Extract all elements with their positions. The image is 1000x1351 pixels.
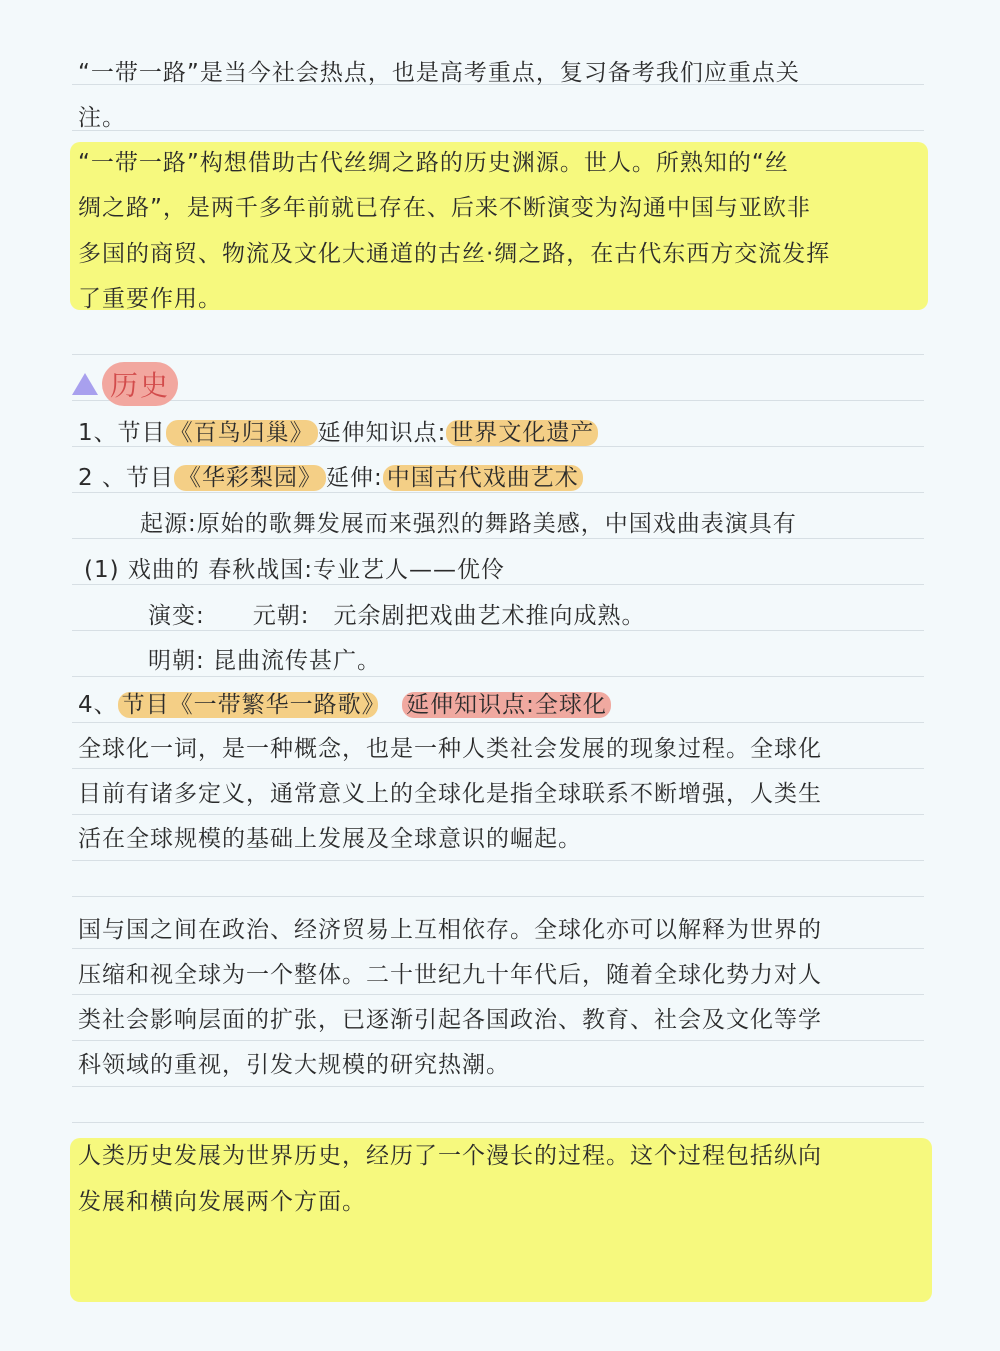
rule-line — [72, 676, 924, 677]
origin-line: 起源:原始的歌舞发展而来强烈的舞路美感，中国戏曲表演具有 — [140, 511, 797, 537]
silk-road-line: “一带一路”构想借助古代丝绸之路的历史渊源。世人。所熟知的“丝 — [78, 150, 789, 176]
rule-line — [72, 994, 924, 995]
section-heading — [72, 362, 178, 406]
rule-line — [72, 948, 924, 949]
rule-line — [72, 1040, 924, 1041]
sub-item: 明朝: 昆曲流传甚广。 — [148, 648, 382, 674]
rule-line — [72, 860, 924, 861]
list-item — [78, 418, 928, 448]
sub-item: 演变: 元朝: 元余剧把戏曲艺术推向成熟。 — [148, 603, 646, 629]
paragraph-line: 国与国之间在政治、经济贸易上互相依存。全球化亦可以解释为世界的 — [78, 917, 822, 943]
world-history-line: 发展和横向发展两个方面。 — [78, 1189, 366, 1215]
paragraph-line: 目前有诸多定义，通常意义上的全球化是指全球联系不断增强，人类生 — [78, 781, 822, 807]
paragraph-line: 类社会影响层面的扩张，已逐渐引起各国政治、教育、社会及文化等学 — [78, 1007, 822, 1033]
program-title: 《百鸟归巢》 — [166, 420, 318, 446]
item-label: 延伸知识点: — [317, 420, 447, 446]
paragraph-line: 全球化一词，是一种概念，也是一种人类社会发展的现象过程。全球化 — [78, 736, 822, 762]
knowledge-topic: 世界文化遗产 — [446, 420, 598, 446]
rule-line — [72, 722, 924, 723]
world-history-line: 人类历史发展为世界历史，经历了一个漫长的过程。这个过程包括纵向 — [78, 1143, 822, 1169]
paragraph-line: 压缩和视全球为一个整体。二十世纪九十年代后，随着全球化势力对人 — [78, 962, 822, 988]
item-prefix: 4、 — [78, 692, 118, 718]
intro-line: “一带一路”是当今社会热点，也是高考重点，复习备考我们应重点关 — [78, 60, 800, 86]
list-item — [78, 463, 928, 493]
sub-item: (1) 戏曲的 春秋战国:专业艺人——优伶 — [84, 557, 505, 583]
program-title: 《华彩梨园》 — [174, 465, 326, 491]
item-label: 延伸: — [325, 465, 383, 491]
item-prefix: 1、节目 — [78, 420, 166, 446]
section-title: 历史 — [102, 362, 178, 406]
rule-line — [72, 1122, 924, 1123]
silk-road-line: 了重要作用。 — [78, 286, 222, 312]
knowledge-topic: 延伸知识点:全球化 — [402, 692, 611, 718]
item-prefix: 2 、节目 — [78, 465, 174, 491]
triangle-icon — [72, 373, 98, 395]
program-title: 节目《一带繁华一路歌》 — [118, 692, 379, 718]
rule-line — [72, 354, 924, 355]
silk-road-line: 多国的商贸、物流及文化大通道的古丝·绸之路，在古代东西方交流发挥 — [78, 241, 831, 267]
intro-line: 注。 — [78, 105, 126, 131]
rule-line — [72, 896, 924, 897]
rule-line — [72, 814, 924, 815]
paragraph-line: 科领域的重视，引发大规模的研究热潮。 — [78, 1052, 510, 1078]
list-item — [78, 690, 928, 720]
rule-line — [72, 768, 924, 769]
silk-road-line: 绸之路”，是两千多年前就已存在、后来不断演变为沟通中国与亚欧非 — [78, 195, 811, 221]
knowledge-topic: 中国古代戏曲艺术 — [383, 465, 583, 491]
rule-line — [72, 1086, 924, 1087]
rule-line — [72, 400, 924, 401]
paragraph-line: 活在全球规模的基础上发展及全球意识的崛起。 — [78, 826, 582, 852]
